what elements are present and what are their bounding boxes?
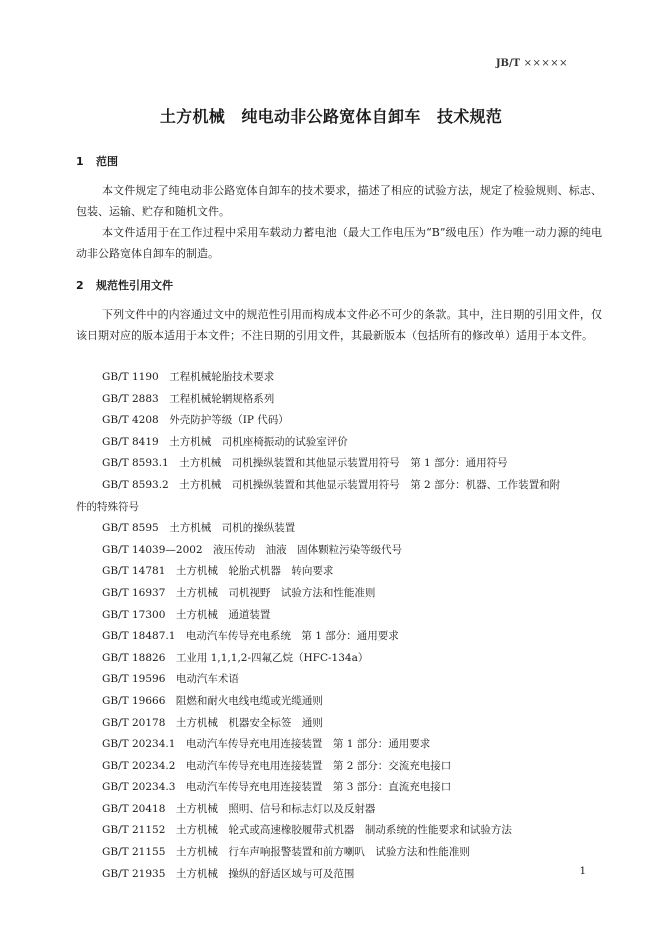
normative-references-intro: 下列文件中的内容通过文中的规范性引用而构成本文件必不可少的条款。其中，注日期的引用文件，仅该日期对应的版本适用于本文件；不注日期的引用文件，其最新版本（包括所有的修改单）适用于本文件。 xyxy=(76,308,602,342)
reference-text: GB/T 14039—2002 液压传动 油液 固体颗粒污染等级代号 xyxy=(102,543,403,556)
section-title: 范围 xyxy=(96,155,118,168)
reference-text: GB/T 21152 土方机械 轮式或高速橡胶履带式机器 制动系统的性能要求和试验方法 xyxy=(102,824,512,837)
reference-text: GB/T 8593.2 土方机械 司机操纵装置和其他显示装置用符号 第 2 部分：机器、工作装置和附 xyxy=(102,478,561,491)
reference-item xyxy=(76,605,602,627)
reference-item xyxy=(76,864,602,886)
section-number: 1 xyxy=(76,155,84,168)
reference-text: GB/T 20234.3 电动汽车传导充电用连接装置 第 3 部分：直流充电接口 xyxy=(102,781,452,794)
section-2-heading xyxy=(76,277,173,293)
reference-text-continuation: 件的特殊符号 xyxy=(76,500,139,513)
standard-prefix: JB/T xyxy=(495,58,521,69)
reference-text: GB/T 8593.1 土方机械 司机操纵装置和其他显示装置用符号 第 1 部分：通用符号 xyxy=(102,457,508,470)
reference-item xyxy=(76,691,602,713)
document-title: 土方机械 纯电动非公路宽体自卸车 技术规范 xyxy=(159,107,503,126)
reference-text: GB/T 8419 土方机械 司机座椅振动的试验室评价 xyxy=(102,435,348,448)
reference-text: GB/T 18487.1 电动汽车传导充电系统 第 1 部分：通用要求 xyxy=(102,630,399,643)
reference-item xyxy=(76,777,602,799)
reference-item xyxy=(76,820,602,842)
page-number: 1 xyxy=(579,866,586,877)
scope-paragraph: 本文件适用于在工作过程中采用车载动力蓄电池（最大工作电压为“B”级电压）作为唯一动力源的纯电动非公路宽体自卸车的制造。 xyxy=(76,226,602,260)
reference-text: GB/T 8595 土方机械 司机的操纵装置 xyxy=(102,522,296,535)
reference-item xyxy=(76,432,602,454)
reference-text: GB/T 18826 工业用 1,1,1,2-四氟乙烷（HFC-134a） xyxy=(102,651,369,664)
reference-text: GB/T 14781 土方机械 轮胎式机器 转向要求 xyxy=(102,565,334,578)
reference-item xyxy=(76,648,602,670)
reference-item xyxy=(76,842,602,864)
reference-text: GB/T 21155 土方机械 行车声响报警装置和前方喇叭 试验方法和性能准则 xyxy=(102,846,470,859)
reference-text: GB/T 16937 土方机械 司机视野 试验方法和性能准则 xyxy=(102,586,376,599)
reference-text: GB/T 19596 电动汽车术语 xyxy=(102,673,239,686)
section-title: 规范性引用文件 xyxy=(96,279,173,292)
reference-text: GB/T 2883 工程机械轮辋规格系列 xyxy=(102,392,275,405)
reference-text: GB/T 17300 土方机械 通道装置 xyxy=(102,608,271,621)
reference-item xyxy=(76,756,602,778)
reference-item xyxy=(76,389,602,411)
reference-text: GB/T 21935 土方机械 操纵的舒适区域与可及范围 xyxy=(102,867,355,880)
reference-text: GB/T 19666 阻燃和耐火电线电缆或光缆通则 xyxy=(102,694,323,707)
standard-number: ××××× xyxy=(523,58,568,69)
reference-item xyxy=(76,367,602,389)
reference-text: GB/T 20234.1 电动汽车传导充电用连接装置 第 1 部分：通用要求 xyxy=(102,738,431,751)
reference-text: GB/T 20178 土方机械 机器安全标签 通则 xyxy=(102,716,323,729)
section-number: 2 xyxy=(76,279,84,292)
reference-item xyxy=(76,410,602,432)
reference-text: GB/T 1190 工程机械轮胎技术要求 xyxy=(102,371,275,383)
reference-item xyxy=(76,583,602,605)
reference-item xyxy=(76,626,602,648)
scope-paragraph: 本文件规定了纯电动非公路宽体自卸车的技术要求，描述了相应的试验方法，规定了检验规则、标志、包装、运输、贮存和随机文件。 xyxy=(76,184,602,218)
reference-item xyxy=(76,475,602,518)
reference-item xyxy=(76,669,602,691)
section-1-heading xyxy=(76,153,118,169)
reference-item xyxy=(76,799,602,821)
reference-text: GB/T 4208 外壳防护等级（IP 代码） xyxy=(102,414,289,427)
reference-item xyxy=(76,561,602,583)
reference-text: GB/T 20418 土方机械 照明、信号和标志灯以及反射器 xyxy=(102,802,376,815)
reference-item xyxy=(76,453,602,475)
reference-list xyxy=(76,367,602,885)
reference-item xyxy=(76,713,602,735)
reference-text: GB/T 20234.2 电动汽车传导充电用连接装置 第 2 部分：交流充电接口 xyxy=(102,759,452,772)
reference-item xyxy=(76,518,602,540)
reference-item xyxy=(76,734,602,756)
reference-item xyxy=(76,540,602,562)
standard-code-header xyxy=(496,58,568,69)
